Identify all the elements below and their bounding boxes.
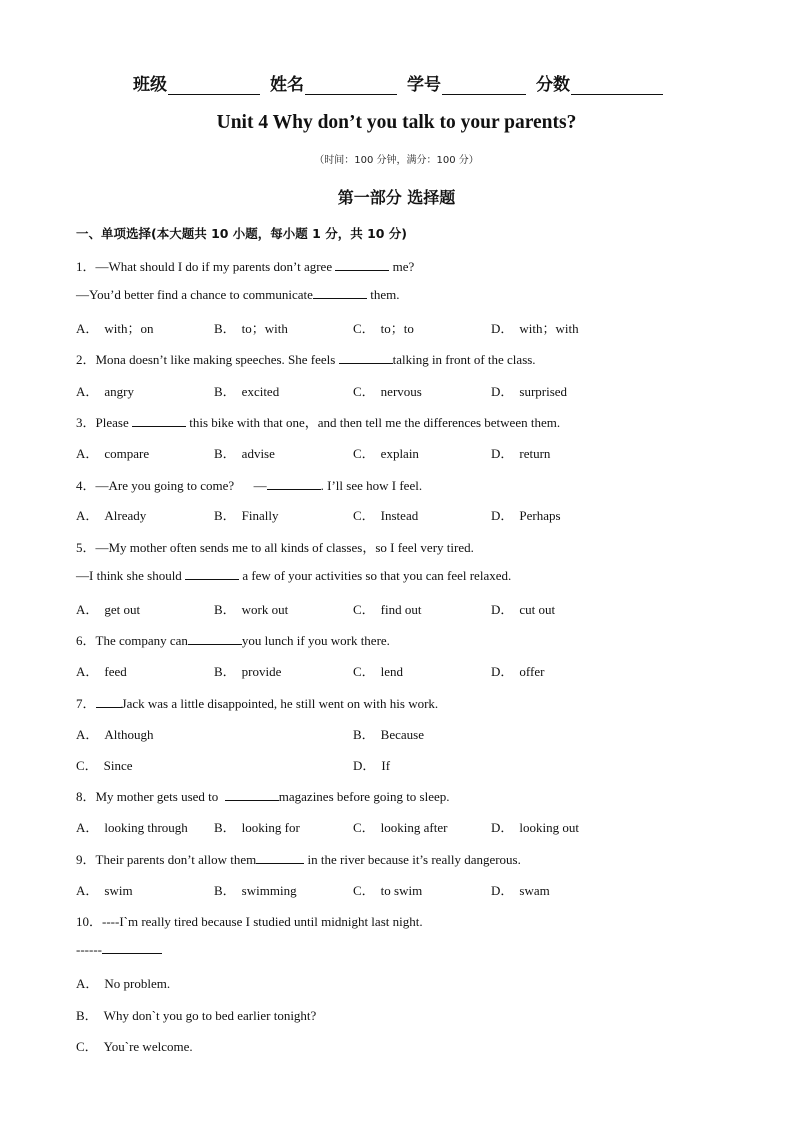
question-5-line-2: [76, 568, 511, 584]
option-letter: C．: [353, 664, 375, 679]
question-2-line-1: [76, 349, 536, 368]
option-letter: C．: [76, 758, 98, 773]
option-text: Already: [104, 508, 147, 523]
question-2-option-d[interactable]: [491, 381, 567, 400]
question-text: Jack was a little disappointed, he still went on with his work.: [121, 696, 439, 711]
option-letter: C．: [353, 446, 375, 461]
question-7-option-b[interactable]: [353, 724, 424, 743]
question-text: 9．Their parents don’t allow them: [76, 852, 257, 867]
question-10-option-b[interactable]: [76, 1005, 316, 1024]
question-8-option-c[interactable]: [353, 817, 447, 836]
answer-blank[interactable]: [225, 789, 279, 801]
question-6-option-c[interactable]: [353, 661, 403, 680]
question-text: ------: [76, 942, 102, 957]
question-9-option-c[interactable]: [353, 880, 422, 899]
question-8-option-b[interactable]: [214, 817, 300, 836]
option-text: find out: [380, 602, 422, 617]
question-5-option-a[interactable]: [76, 599, 140, 618]
name-label: 姓名: [270, 75, 304, 95]
question-3-option-d[interactable]: [491, 443, 550, 462]
option-text: swam: [519, 883, 550, 898]
question-text: 2．Mona doesn’t like making speeches. She feels: [76, 352, 339, 367]
score-blank[interactable]: [571, 76, 663, 95]
option-text: If: [381, 758, 391, 773]
option-letter: B．: [214, 384, 236, 399]
option-letter: B．: [214, 321, 236, 336]
question-3-option-c[interactable]: [353, 443, 419, 462]
option-text: surprised: [519, 384, 568, 399]
answer-blank[interactable]: [267, 478, 321, 490]
option-text: to swim: [380, 883, 423, 898]
option-letter: B．: [214, 664, 236, 679]
question-text: them.: [366, 287, 400, 302]
answer-blank[interactable]: [339, 352, 393, 364]
option-letter: C．: [353, 384, 375, 399]
option-letter: D．: [491, 384, 514, 399]
answer-blank[interactable]: [335, 259, 389, 271]
option-text: with；on: [104, 321, 154, 336]
question-text: —I think she should: [76, 568, 186, 583]
option-text: angry: [104, 384, 134, 399]
option-letter: D．: [491, 508, 514, 523]
option-letter: A．: [76, 664, 99, 679]
question-7-option-d[interactable]: [353, 755, 390, 774]
question-2-option-a[interactable]: [76, 381, 134, 400]
option-text: to；with: [241, 321, 288, 336]
question-1-option-a[interactable]: [76, 318, 154, 337]
option-letter: A．: [76, 384, 99, 399]
question-5-line-1: [76, 537, 474, 556]
option-letter: B．: [214, 446, 236, 461]
score-label: 分数: [536, 75, 570, 95]
option-letter: D．: [491, 883, 514, 898]
option-text: offer: [519, 664, 545, 679]
section-title: 一、单项选择(本大题共 10 小题，每小题 1 分，共 10 分): [76, 226, 408, 241]
option-letter: B．: [214, 508, 236, 523]
time-score-note: （时间：100 分钟，满分：100 分）: [314, 155, 479, 166]
question-text: 8．My mother gets used to: [76, 789, 225, 804]
option-letter: A．: [76, 602, 99, 617]
document-title: Unit 4 Why don’t you talk to your parents?: [216, 112, 577, 133]
question-9-line-1: [76, 849, 521, 868]
option-letter: D．: [491, 664, 514, 679]
question-9-option-b[interactable]: [214, 880, 297, 899]
option-letter: C．: [353, 883, 375, 898]
option-text: explain: [380, 446, 419, 461]
option-text: swim: [104, 883, 133, 898]
name-blank[interactable]: [305, 76, 397, 95]
question-6-line-1: [76, 630, 390, 649]
question-6-option-d[interactable]: [491, 661, 544, 680]
option-letter: A．: [76, 321, 99, 336]
option-letter: B．: [214, 602, 236, 617]
question-10-line-1: [76, 911, 423, 930]
option-text: Why don`t you go to bed earlier tonight?: [103, 1008, 317, 1023]
question-6-option-a[interactable]: [76, 661, 127, 680]
option-text: Because: [380, 727, 424, 742]
question-4-option-d[interactable]: [491, 505, 561, 524]
question-text: 1．—What should I do if my parents don’t agree: [76, 259, 336, 274]
name-field[interactable]: [270, 70, 397, 95]
option-letter: D．: [353, 758, 376, 773]
option-text: provide: [241, 664, 282, 679]
option-text: looking out: [519, 820, 579, 835]
question-text: in the river because it’s really dangerous.: [304, 852, 521, 867]
student-id-field[interactable]: [407, 70, 526, 95]
option-text: Since: [103, 758, 133, 773]
question-2-option-b[interactable]: [214, 381, 279, 400]
option-letter: A．: [76, 820, 99, 835]
question-8-option-a[interactable]: [76, 817, 188, 836]
answer-blank[interactable]: [132, 415, 186, 427]
question-text: talking in front of the class.: [392, 352, 536, 367]
question-text: a few of your activities so that you can feel relaxed.: [239, 568, 512, 583]
option-letter: B．: [214, 883, 236, 898]
question-5-option-d[interactable]: [491, 599, 555, 618]
question-3-option-a[interactable]: [76, 443, 149, 462]
question-3-option-b[interactable]: [214, 443, 275, 462]
option-letter: A．: [76, 508, 99, 523]
option-letter: D．: [491, 820, 514, 835]
option-text: work out: [241, 602, 289, 617]
question-text: 4．—Are you going to come? —: [76, 478, 267, 493]
question-1-option-c[interactable]: [353, 318, 414, 337]
option-letter: A．: [76, 446, 99, 461]
option-text: swimming: [241, 883, 297, 898]
answer-blank[interactable]: [256, 852, 304, 864]
option-letter: A．: [76, 883, 99, 898]
student-id-label: 学号: [407, 75, 441, 95]
option-letter: D．: [491, 446, 514, 461]
option-text: get out: [104, 602, 141, 617]
question-text: 6．The company can: [76, 633, 188, 648]
question-text: 5．—My mother often sends me to all kinds of classes，so I feel very tired.: [76, 540, 474, 555]
class-label: 班级: [133, 75, 167, 95]
question-9-option-a[interactable]: [76, 880, 133, 899]
question-text: me?: [389, 259, 415, 274]
question-7-option-c[interactable]: [76, 755, 133, 774]
question-4-option-a[interactable]: [76, 505, 146, 524]
question-1-option-b[interactable]: [214, 318, 288, 337]
option-letter: A．: [76, 976, 99, 991]
option-text: Perhaps: [519, 508, 561, 523]
option-text: feed: [104, 664, 127, 679]
score-field[interactable]: [536, 70, 663, 95]
option-text: to；to: [380, 321, 414, 336]
option-text: Finally: [241, 508, 279, 523]
question-6-option-b[interactable]: [214, 661, 281, 680]
question-5-option-c[interactable]: [353, 599, 421, 618]
question-10-option-c[interactable]: [76, 1036, 193, 1055]
option-letter: C．: [76, 1039, 98, 1054]
option-text: Instead: [380, 508, 419, 523]
question-text: you lunch if you work there.: [241, 633, 390, 648]
option-text: compare: [104, 446, 150, 461]
question-8-option-d[interactable]: [491, 817, 579, 836]
question-text: 3．Please: [76, 415, 132, 430]
student-info-row: [133, 70, 673, 95]
question-text: . I’ll see how I feel.: [320, 478, 423, 493]
answer-blank[interactable]: [313, 287, 367, 299]
option-text: Although: [104, 727, 154, 742]
option-letter: C．: [353, 508, 375, 523]
question-8-line-1: [76, 786, 450, 805]
option-text: You`re welcome.: [103, 1039, 193, 1054]
question-text: 7．: [76, 696, 96, 711]
question-text: this bike with that one，and then tell me the differences between them.: [185, 415, 561, 430]
question-1-line-2: [76, 287, 399, 303]
student-id-blank[interactable]: [442, 76, 526, 95]
question-1-option-d[interactable]: [491, 318, 579, 337]
option-text: lend: [380, 664, 404, 679]
question-2-option-c[interactable]: [353, 381, 422, 400]
question-4-line-1: [76, 475, 422, 494]
option-text: looking through: [104, 820, 188, 835]
option-letter: B．: [214, 820, 236, 835]
class-field[interactable]: [133, 70, 260, 95]
question-4-option-b[interactable]: [214, 505, 279, 524]
option-letter: A．: [76, 727, 99, 742]
option-text: looking for: [241, 820, 300, 835]
option-text: with；with: [519, 321, 579, 336]
question-text: magazines before going to sleep.: [278, 789, 450, 804]
option-text: No problem.: [104, 976, 171, 991]
option-text: looking after: [380, 820, 448, 835]
question-7-line-1: [76, 693, 438, 712]
option-text: return: [519, 446, 551, 461]
option-letter: D．: [491, 602, 514, 617]
question-text: 10．----I`m really tired because I studied until midnight last night.: [76, 914, 423, 929]
answer-blank[interactable]: [96, 696, 122, 708]
option-text: cut out: [519, 602, 556, 617]
answer-blank[interactable]: [188, 633, 242, 645]
question-10-line-2: [76, 942, 162, 958]
part-title: 第一部分 选择题: [337, 188, 456, 207]
question-3-line-1: [76, 412, 560, 431]
option-letter: C．: [353, 820, 375, 835]
option-letter: C．: [353, 321, 375, 336]
answer-blank[interactable]: [185, 568, 239, 580]
option-text: excited: [241, 384, 280, 399]
question-4-option-c[interactable]: [353, 505, 418, 524]
option-text: nervous: [380, 384, 422, 399]
option-letter: B．: [353, 727, 375, 742]
question-1-line-1: [76, 256, 414, 275]
option-letter: C．: [353, 602, 375, 617]
question-10-option-a[interactable]: [76, 973, 170, 992]
question-text: —You’d better find a chance to communicate: [76, 287, 313, 302]
option-letter: B．: [76, 1008, 98, 1023]
question-5-option-b[interactable]: [214, 599, 288, 618]
option-letter: D．: [491, 321, 514, 336]
question-7-option-a[interactable]: [76, 724, 154, 743]
option-text: advise: [241, 446, 275, 461]
question-9-option-d[interactable]: [491, 880, 550, 899]
answer-blank[interactable]: [102, 942, 162, 954]
class-blank[interactable]: [168, 76, 260, 95]
